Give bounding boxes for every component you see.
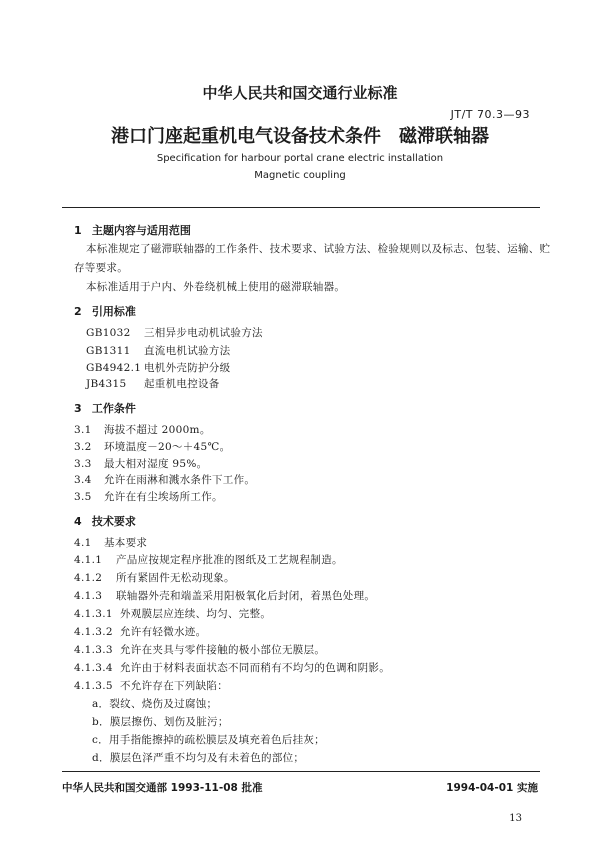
clause-text: 允许有轻微水迹。 [120, 626, 207, 638]
reference-code: GB1311 [86, 345, 131, 357]
clause-text: 所有紧固件无松动现象。 [116, 572, 235, 584]
reference-name: 直流电机试验方法 [144, 345, 231, 357]
section-2-heading [74, 303, 136, 319]
reference-name: 三相异步电动机试验方法 [144, 327, 263, 339]
reference-item [86, 376, 220, 391]
defect-item: c．用手指能擦掉的疏松膜层及填充着色后挂灰； [92, 734, 325, 746]
clause-item [74, 678, 228, 693]
defect-item: b．膜层擦伤、划伤及脏污； [92, 716, 229, 728]
clause-text: 基本要求 [104, 537, 148, 549]
clause-number: 3.1 [74, 424, 92, 436]
clause-text: 不允许存在下列缺陷： [120, 680, 228, 692]
clause-item [74, 606, 271, 621]
clause-text: 环境温度－20～＋45℃。 [104, 441, 231, 453]
clause-number: 4.1.3.3 [74, 644, 113, 656]
bottom-divider [62, 771, 540, 772]
clause-item [74, 588, 375, 603]
clause-item [74, 489, 223, 504]
clause-number: 4.1.3.1 [74, 608, 113, 620]
clause-number: 3.4 [74, 474, 92, 486]
clause-item [74, 660, 390, 675]
reference-name: 起重机电控设备 [144, 378, 220, 390]
top-divider [62, 207, 540, 208]
clause-number: 4.1.2 [74, 572, 103, 584]
section-number: 4 [74, 515, 82, 528]
clause-number: 3.3 [74, 458, 92, 470]
clause-number: 4.1.3.5 [74, 680, 113, 692]
approval-statement: 中华人民共和国交通部 1993-11-08 批准 [62, 782, 263, 794]
reference-code: GB4942.1 [86, 362, 142, 374]
clause-number: 4.1.3.4 [74, 662, 113, 674]
section-number: 3 [74, 402, 82, 415]
clause-item [74, 642, 325, 657]
section-number: 2 [74, 305, 82, 318]
clause-item [74, 535, 147, 550]
reference-code: JB4315 [86, 378, 127, 390]
standard-code: JT/T 70.3—93 [450, 108, 530, 121]
clause-item [74, 570, 235, 585]
clause-text: 允许在雨淋和溅水条件下工作。 [104, 474, 256, 486]
document-title-chinese: 港口门座起重机电气设备技术条件 磁滞联轴器 [111, 126, 489, 147]
clause-number: 4.1.3.2 [74, 626, 113, 638]
defect-item: a．裂纹、烧伤及过腐蚀； [92, 698, 218, 710]
reference-item [86, 325, 263, 340]
section-1-paragraph-2: 本标准适用于户内、外卷绕机械上使用的磁滞联轴器。 [86, 281, 346, 293]
document-title-english-line-1: Specification for harbour portal crane electric installation [156, 153, 444, 164]
implementation-date: 1994-04-01 实施 [446, 782, 538, 794]
reference-name: 电机外壳防护分级 [144, 362, 231, 374]
clause-item [74, 439, 230, 454]
section-number: 1 [74, 224, 82, 237]
clause-text: 允许在夹具与零件接触的极小部位无膜层。 [120, 644, 326, 656]
clause-text: 联轴器外壳和端盖采用阳极氧化后封闭，着黑色处理。 [116, 590, 376, 602]
section-4-heading [74, 513, 136, 529]
clause-text: 外观膜层应连续、均匀、完整。 [120, 608, 272, 620]
section-title: 工作条件 [91, 402, 136, 415]
reference-code: GB1032 [86, 327, 131, 339]
clause-text: 最大相对湿度 95%。 [104, 458, 208, 470]
clause-number: 4.1.1 [74, 554, 103, 566]
section-1-heading [74, 222, 191, 238]
page-number: 13 [509, 813, 522, 824]
clause-item [74, 456, 207, 471]
clause-number: 3.2 [74, 441, 92, 453]
section-1-paragraph-1-line-1: 本标准规定了磁滞联轴器的工作条件、技术要求、试验方法、检验规则以及标志、包装、运输、贮 [86, 243, 551, 255]
clause-number: 3.5 [74, 491, 92, 503]
clause-item [74, 472, 255, 487]
reference-item [86, 343, 230, 358]
clause-number: 4.1.3 [74, 590, 103, 602]
clause-item [74, 552, 343, 567]
defect-item: d．膜层色泽严重不均匀及有未着色的部位； [92, 752, 305, 764]
clause-text: 产品应按规定程序批准的图纸及工艺规程制造。 [116, 554, 343, 566]
document-title-english-line-2: Magnetic coupling [254, 170, 346, 181]
section-title: 技术要求 [91, 515, 136, 528]
clause-number: 4.1 [74, 537, 92, 549]
clause-item [74, 624, 206, 639]
standard-organization: 中华人民共和国交通行业标准 [202, 84, 398, 102]
clause-text: 海拔不超过 2000m。 [104, 424, 211, 436]
section-1-paragraph-1-line-2: 存等要求。 [74, 262, 128, 274]
reference-item [86, 360, 230, 375]
clause-text: 允许在有尘埃场所工作。 [104, 491, 223, 503]
section-title: 主题内容与适用范围 [91, 224, 191, 237]
clause-text: 允许由于材料表面状态不同而稍有不均匀的色调和阴影。 [120, 662, 390, 674]
clause-item [74, 422, 211, 437]
section-3-heading [74, 400, 136, 416]
section-title: 引用标准 [91, 305, 136, 318]
